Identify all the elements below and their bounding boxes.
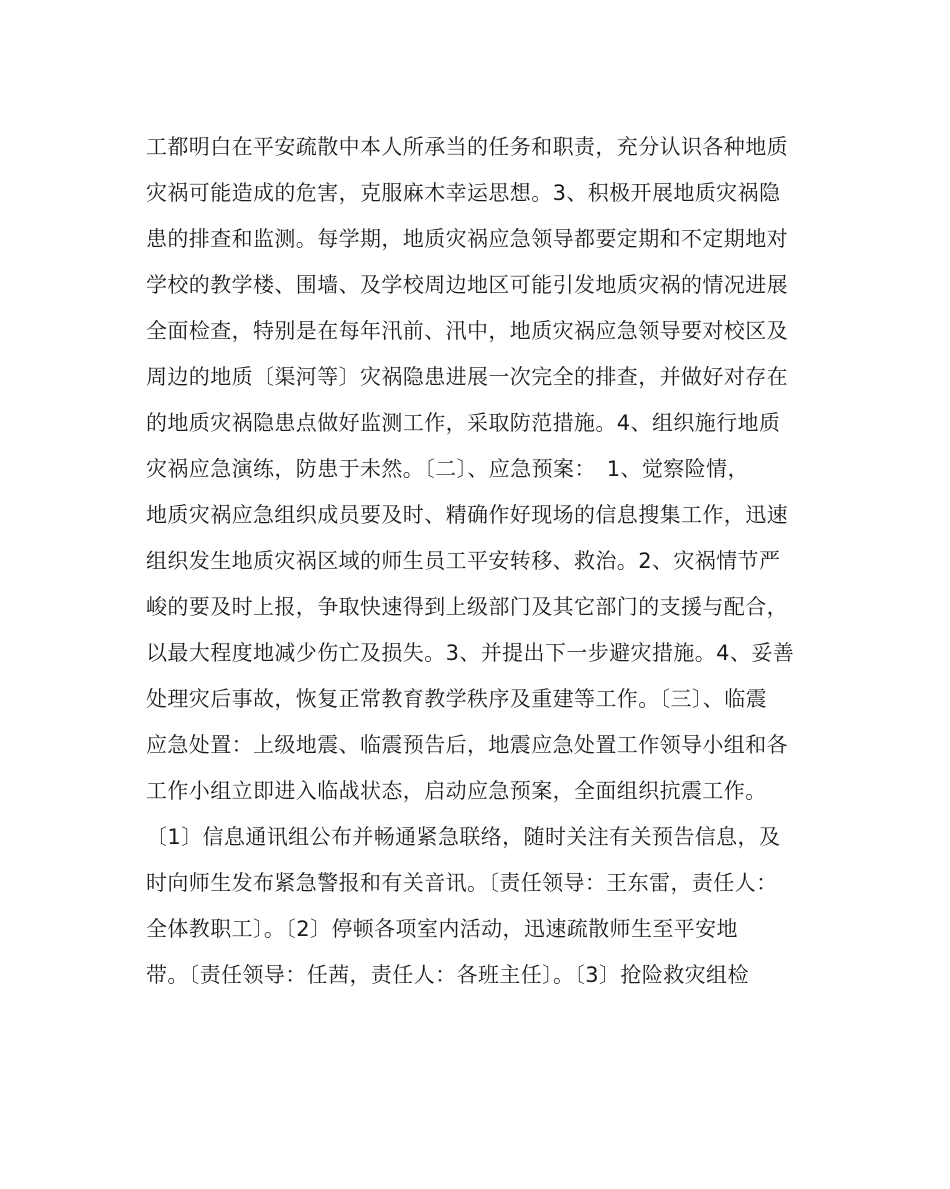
text-line: 以最大程度地减少伤亡及损失。3、并提出下一步避灾措施。4、妥善 [146, 641, 795, 665]
text-line: 带。〔责任领导：任茜，责任人：各班主任〕。〔3〕抢险救灾组检 [146, 963, 749, 987]
text-line: 周边的地质〔渠河等〕灾祸隐患进展一次完全的排查，并做好对存在 [146, 365, 788, 389]
text-line: 患的排查和监测。每学期，地质灾祸应急领导都要定期和不定期地对 [146, 227, 788, 251]
text-line: 〔1〕信息通讯组公布并畅通紧急联络，随时关注有关预告信息，及 [146, 825, 781, 849]
text-line: 全体教职工〕。〔2〕停顿各项室内活动，迅速疏散师生至平安地 [146, 917, 738, 941]
text-line: 的地质灾祸隐患点做好监测工作，采取防范措施。4、组织施行地质 [146, 411, 781, 435]
text-line: 灾祸可能造成的危害，克服麻木幸运思想。3、积极开展地质灾祸隐 [146, 181, 781, 205]
text-line: 应急处置：上级地震、临震预告后，地震应急处置工作领导小组和各 [146, 733, 788, 757]
text-line: 时向师生发布紧急警报和有关音讯。〔责任领导：王东雷，责任人： [146, 871, 778, 895]
text-line: 灾祸应急演练，防患于未然。〔二〕、应急预案： 1、觉察险情， [146, 457, 749, 481]
document-body [146, 124, 826, 998]
text-line: 全面检查，特别是在每年汛前、汛中，地质灾祸应急领导要对校区及 [146, 319, 788, 343]
text-line: 组织发生地质灾祸区域的师生员工平安转移、救治。2、灾祸情节严 [146, 549, 781, 573]
text-line: 峻的要及时上报，争取快速得到上级部门及其它部门的支援与配合， [146, 595, 788, 619]
text-line: 处理灾后事故，恢复正常教育教学秩序及重建等工作。〔三〕、临震 [146, 687, 767, 711]
text-line: 学校的教学楼、围墙、及学校周边地区可能引发地质灾祸的情况进展 [146, 273, 788, 297]
text-line: 工作小组立即进入临战状态，启动应急预案，全面组织抗震工作。 [146, 779, 767, 803]
text-line: 工都明白在平安疏散中本人所承当的任务和职责，充分认识各种地质 [146, 135, 788, 159]
text-line: 地质灾祸应急组织成员要及时、精确作好现场的信息搜集工作，迅速 [146, 503, 788, 527]
